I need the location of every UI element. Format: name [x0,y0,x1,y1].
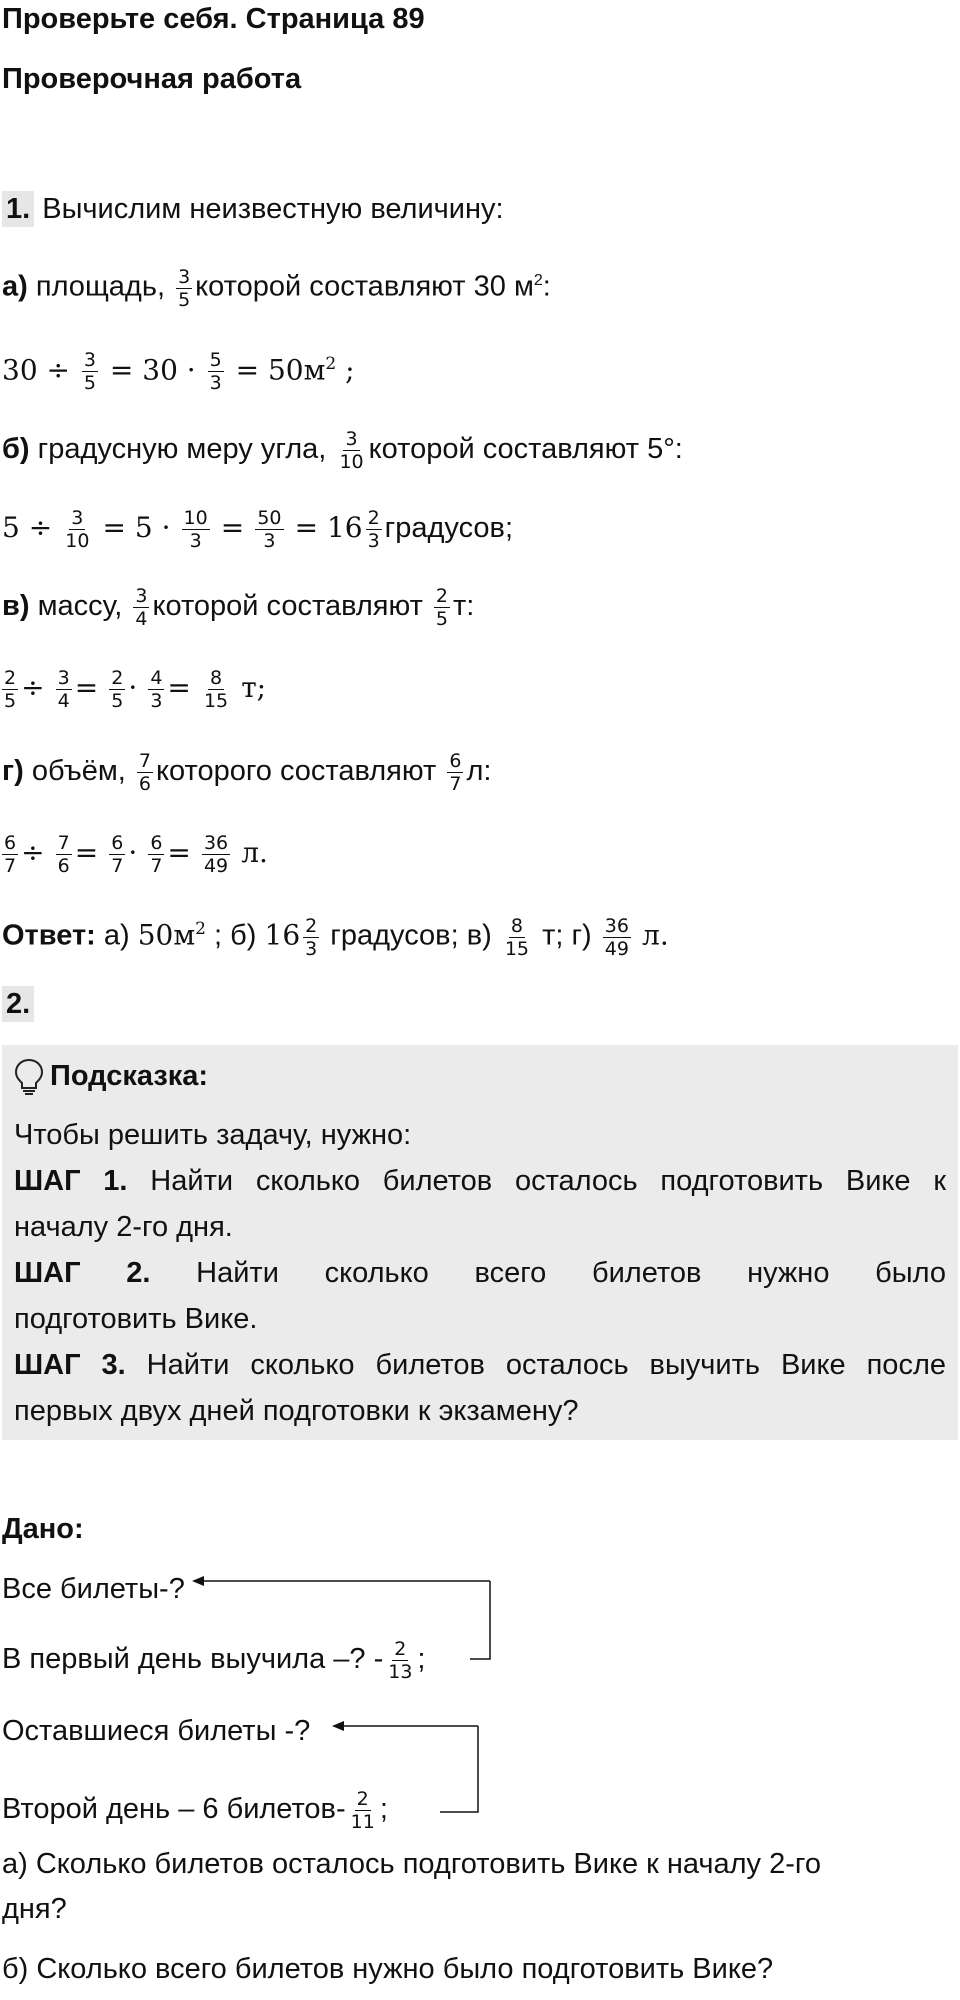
bracket-arrow-2 [330,1720,490,1820]
task1-answer: Ответ: а) $50м^2$ ; б) 16 $\frac{2}{3}$ градусов; в) $\frac{8}{15}$ т; г) $\frac{36}{49}$ л. [2,914,669,960]
task1-a-calc: 30 ÷ $\frac{3}{5}$ = 30 · $\frac{5}{3}$ = $50м^2$ ; [2,349,355,395]
task1-g-calc: $\frac{6}{7}$ ÷ $\frac{7}{6}$ = $\frac{6}{7}$ · $\frac{6}{7}$ = $\frac{36}{49}$ л. [4,832,268,877]
given-all-tickets: Все билеты-? [2,1573,185,1605]
lightbulb-icon [14,1058,44,1096]
question-a: а) Сколько билетов осталось подготовить Вике к началу 2-го [2,1848,821,1880]
task1-number: 1. [2,191,34,227]
given-first-day: В первый день выучила –? - $\frac{2}{13}$ ; [2,1638,426,1683]
task1-intro: 1. Вычислим неизвестную величину: [2,190,504,228]
given-second-day: Второй день – 6 билетов- $\frac{2}{11}$ ; [2,1788,388,1833]
hint-step1: ШАГ 1. Найти сколько билетов осталось подготовить Вике к [14,1165,947,1197]
task1-g-statement: г) объём, $\frac{7}{6}$ которого составляют $\frac{6}{7}$ л: [2,750,492,795]
task1-v-statement: в) массу, $\frac{3}{4}$ которой составляют $\frac{2}{5}$ т: [2,585,475,630]
task2-number: 2. [2,985,34,1023]
given-label: Дано: [2,1513,84,1545]
hint-box [2,1045,958,1440]
task1-b-calc: 5 ÷ $\frac{3}{10}$ = 5 · $\frac{10}{3}$ = $\frac{50}{3}$ = 16 $\frac{2}{3}$ градусов; [2,507,514,552]
question-b: б) Сколько всего билетов нужно было подготовить Вике? [2,1953,774,1985]
hint-intro: Чтобы решить задачу, нужно: [14,1119,412,1151]
given-remaining: Оставшиеся билеты -? [2,1715,311,1747]
hint-step2-cont: подготовить Вике. [14,1303,258,1335]
hint-step2: ШАГ 2. Найти сколько всего билетов нужно было [14,1257,946,1289]
page-title: Проверьте себя. Страница 89 [2,3,425,35]
hint-step3: ШАГ 3. Найти сколько билетов осталось выучить Вике после [14,1349,946,1381]
hint-step3-cont: первых двух дней подготовки к экзамену? [14,1395,579,1427]
task1-b-statement: б) градусную меру угла, $\frac{3}{10}$ которой составляют 5°: [2,428,683,473]
task1-v-calc: $\frac{2}{5}$ ÷ $\frac{3}{4}$ = $\frac{2}{5}$ · $\frac{4}{3}$ = $\frac{8}{15}$ т; [4,667,267,712]
hint-step1-cont: началу 2-го дня. [14,1211,233,1243]
bracket-arrow-1 [190,1575,510,1665]
task1-a-statement: а) площадь, $\frac{3}{5}$ которой составляют 30 $м^2$: [2,265,551,311]
question-a-cont: дня? [2,1893,67,1925]
hint-title: Подсказка: [14,1053,946,1099]
page-subtitle: Проверочная работа [2,63,302,95]
